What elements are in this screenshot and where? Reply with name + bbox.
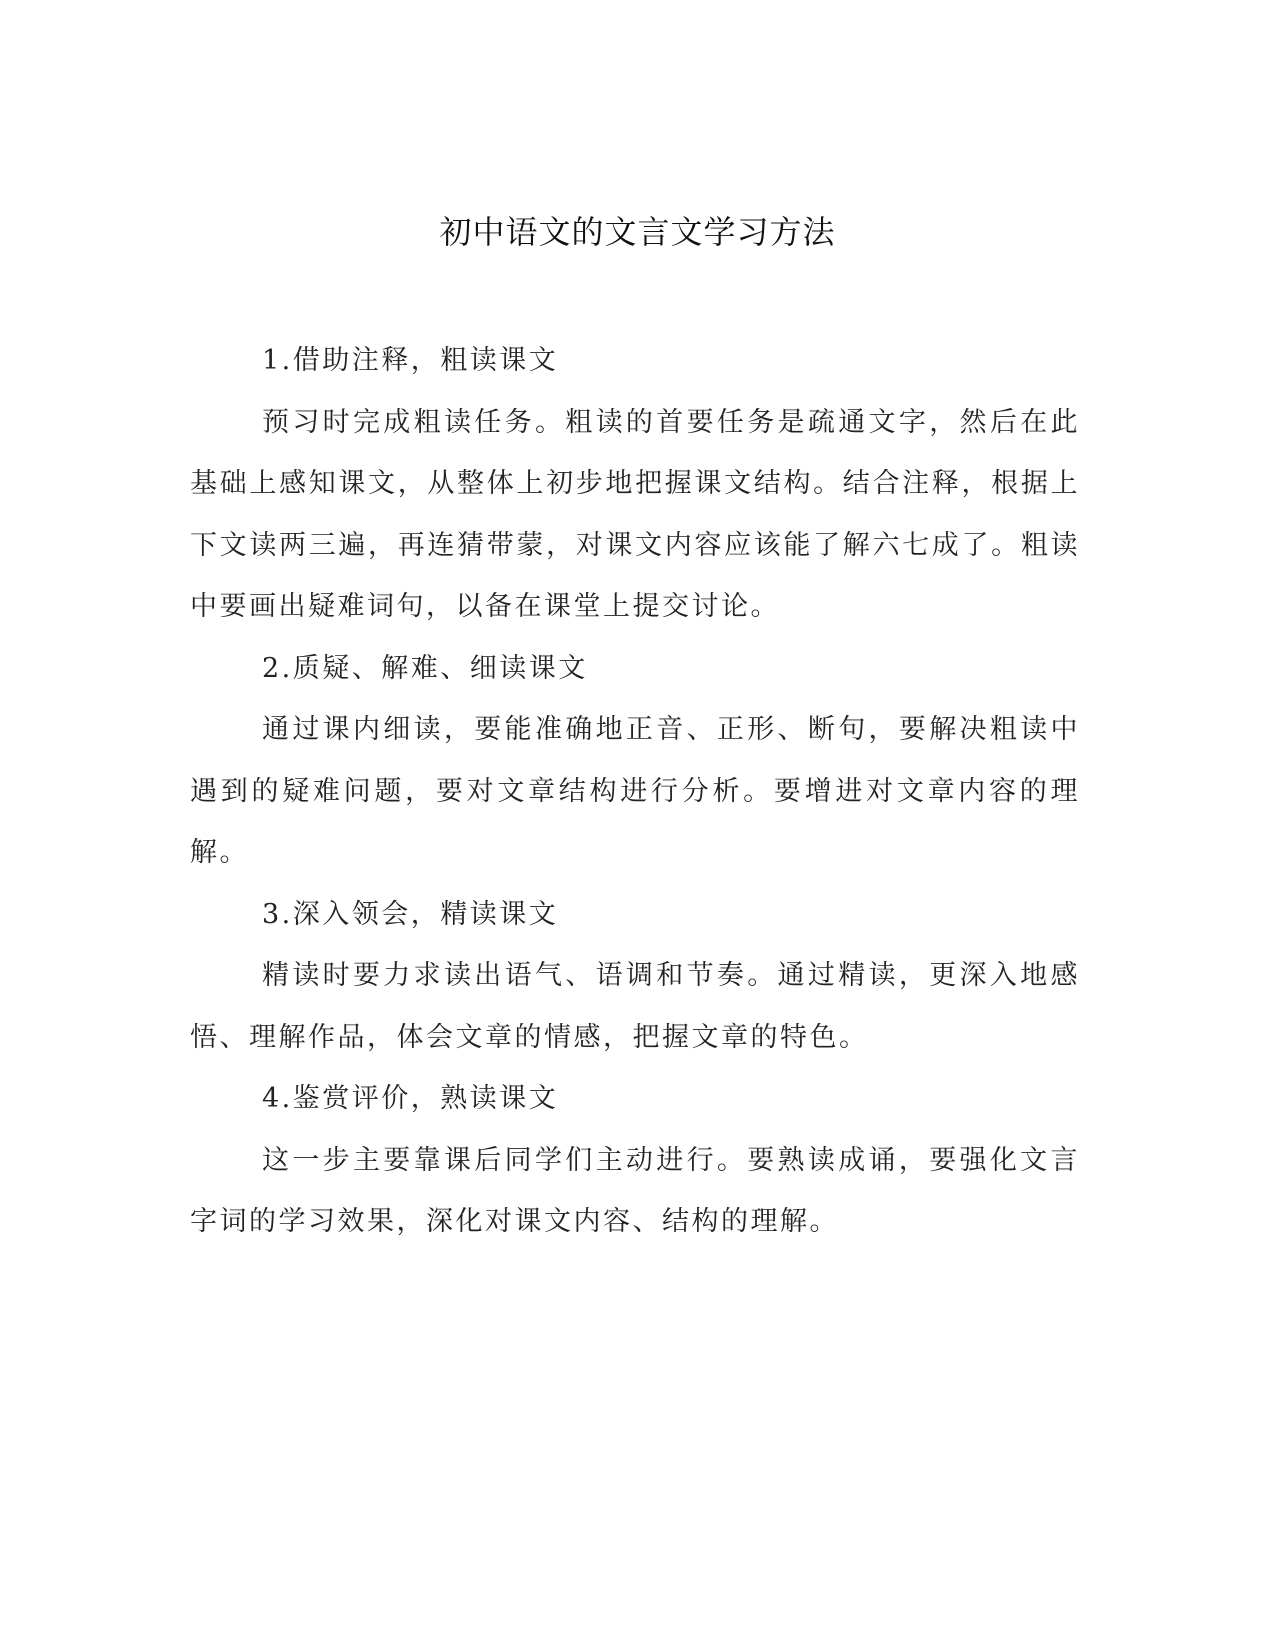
section-paragraph-4: 这一步主要靠课后同学们主动进行。要熟读成诵，要强化文言字词的学习效果，深化对课文内容、结构的理解。 <box>190 1144 1080 1237</box>
section-heading-4: 4.鉴赏评价，熟读课文 <box>262 1083 559 1114</box>
section-heading-1: 1.借助注释，粗读课文 <box>262 345 559 376</box>
section-paragraph-2: 通过课内细读，要能准确地正音、正形、断句，要解决粗读中遇到的疑难问题，要对文章结构进行分析。要增进对文章内容的理解。 <box>190 714 1080 868</box>
section-heading-3: 3.深入领会，精读课文 <box>262 898 559 930</box>
section-paragraph-1: 预习时完成粗读任务。粗读的首要任务是疏通文字，然后在此基础上感知课文，从整体上初步地把握课文结构。结合注释，根据上下文读两三遍，再连猜带蒙，对课文内容应该能了解六七成了。粗读中要画出疑难词句，以备在课堂上提交讨论。 <box>190 406 1080 622</box>
document-title: 初中语文的文言文学习方法 <box>439 213 836 251</box>
section-paragraph-3: 精读时要力求读出语气、语调和节奏。通过精读，更深入地感悟、理解作品，体会文章的情感，把握文章的特色。 <box>190 960 1080 1053</box>
section-heading-2: 2.质疑、解难、细读课文 <box>262 652 588 684</box>
document-body <box>190 330 1080 1253</box>
